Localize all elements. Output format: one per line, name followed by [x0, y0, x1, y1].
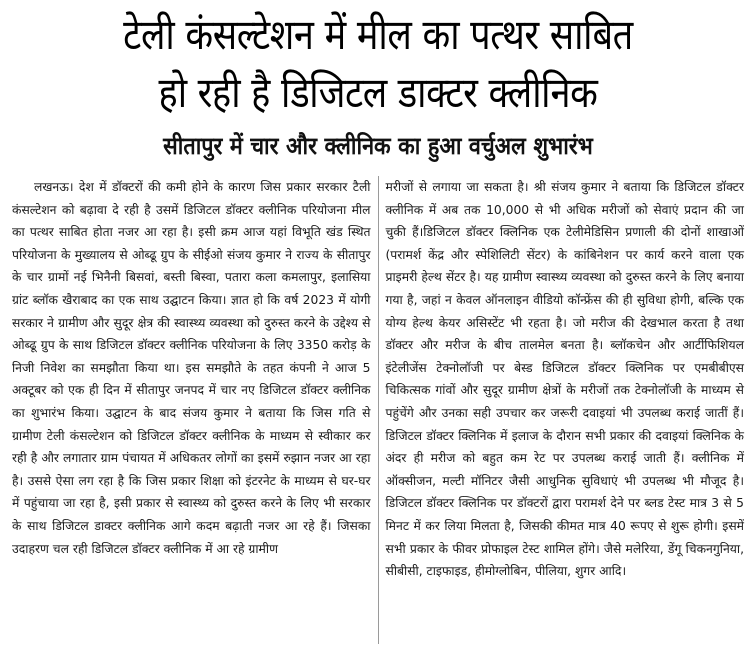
article-column-left	[10, 176, 378, 644]
article-text-right: मरीजों से लगाया जा सकता है। श्री संजय कुमार ने बताया कि डिजिटल डॉक्टर क्लीनिक में अब तक 10,000 से भी अधिक मरीजों को सेवाएं प्रदान की जा चुकी हैं।डिजिटल डॉक्टर क्लिनिक एक टेलीमेडिसिन प्रणाली की दोनों शाखाओं (परामर्श केंद्र और स्पेशिलिटी सेंटर) के कांबिनेशन पर कार्य करने वाला एक प्राइमरी हेल्थ सेंटर है। यह ग्रामीण स्वास्थ्य व्यवस्था को दुरुस्त करने के लिए बनाया गया है, जहां न केवल ऑनलाइन वीडियो कॉन्फ्रेंस की ही सुविधा होगी, बल्कि एक योग्य हेल्थ केयर असिस्टेंट भी रहता है। जो मरीज की देखभाल करता है तथा डॉक्टर और मरीज के बीच तालमेल बनता है। ब्लॉकचेन और आर्टीफिशियल इंटेलीजेंस टेक्नोलॉजी पर बेस्ड डिजिटल डॉक्टर क्लिनिक पर एमबीबीएस चिकित्सक गांवों और सुदूर ग्रामीण क्षेत्रों के मरीजों तक टेक्नोलॉजी के माध्यम से पहुंचेंगे और उनका सही उपचार कर जरूरी दवाइयां भी उपलब्ध कराई जातीं हैं। डिजिटल डॉक्टर क्लिनिक में इलाज के दौरान सभी प्रकार की दवाइयां क्लिनिक के अंदर ही मरीज को बहुत कम रेट पर उपलब्ध कराई जाती हैं। क्लीनिक में ऑक्सीजन, मल्टी मॉनिटर जैसी आधुनिक सुविधाएं भी उपलब्ध भी मौजूद है। डिजिटल डॉक्टर क्लिनिक पर डॉक्टरों द्वारा परामर्श देने पर ब्लड टेस्ट मात्र 3 से 5 मिनट में कर लिया मिलता है, जिसकी कीमत मात्र 40 रूपए से शुरू होगी। इसमें सभी प्रकार के फीवर प्रोफाइल टेस्ट शामिल होंगे। जैसे मलेरिया, डेंगू चिकनगुनिया, सीबीसी, टाइफाइड, हीमोग्लोबिन, पीलिया, शुगर आदि।	[385, 180, 744, 579]
article-column-right	[379, 176, 747, 644]
headline-line-1: टेली कंसल्टेशन में मील का पत्थर साबित	[123, 10, 633, 59]
headline	[0, 0, 756, 122]
article-body	[10, 176, 746, 644]
article-text-left: लखनऊ। देश में डॉक्टरों की कमी होने के कारण जिस प्रकार सरकार टैली कंसल्टेशन को बढ़ावा दे रही है उसमें डिजिटल डॉक्टर क्लीनिक परियोजना मील का पत्थर साबित होता नजर आ रहा है। इसी क्रम आज यहां विभूति खंड स्थित परियोजना के मुख्यालय से ओब्ढू ग्रुप के सीईओ संजय कुमार ने राज्य के सीतापुर के चार ग्रामों नई भिनैनी बिसवां, बस्ती बिस्वा, पतारा कला कमलापुर, इलासिया ग्रांट ब्लॉक खैराबाद का एक साथ उद्घाटन किया। ज्ञात हो कि वर्ष 2023 में योगी सरकार ने ग्रामीण और सुदूर क्षेत्र की स्वास्थ्य व्यवस्था को दुरुस्त करने के उद्देश्य से ओब्ढू ग्रुप के साथ डिजिटल डॉक्टर क्लीनिक परियोजना के लिए 3350 करोड़ के निजी निवेश का समझौता किया था। इस समझौते के तहत कंपनी ने आज 5 अक्टूबर को एक ही दिन में सीतापुर जनपद में चार नए डिजिटल डॉक्टर क्लीनिक का शुभारंभ किया। उद्घाटन के बाद संजय कुमार ने बताया कि जिस गति से ग्रामीण टेली कंसल्टेशन को डिजिटल डॉक्टर क्लीनिक के माध्यम से स्वीकार कर रही है और लगातार ग्राम पंचायत में अधिकतर लोगों का इसमें रुझान नजर आ रहा है। उससे ऐसा लग रहा है कि जिस प्रकार शिक्षा को इंटरनेट के माध्यम से घर-घर में पहुंचाया जा रहा है, इसी प्रकार से स्वास्थ्य को दुरुस्त करने के लिए भी सरकार के साथ डिजिटल डाक्टर क्लीनिक आगे कदम बढ़ाती नजर आ रहे हैं। जिसका उदाहरण चल रही डिजिटल डॉक्टर क्लीनिक में आ रहे ग्रामीण	[12, 180, 371, 556]
subheadline: सीतापुर में चार और क्लीनिक का हुआ वर्चुअल शुभारंभ	[163, 132, 593, 160]
headline-line-2: हो रही है डिजिटल डाक्टर क्लीनिक	[158, 68, 598, 117]
